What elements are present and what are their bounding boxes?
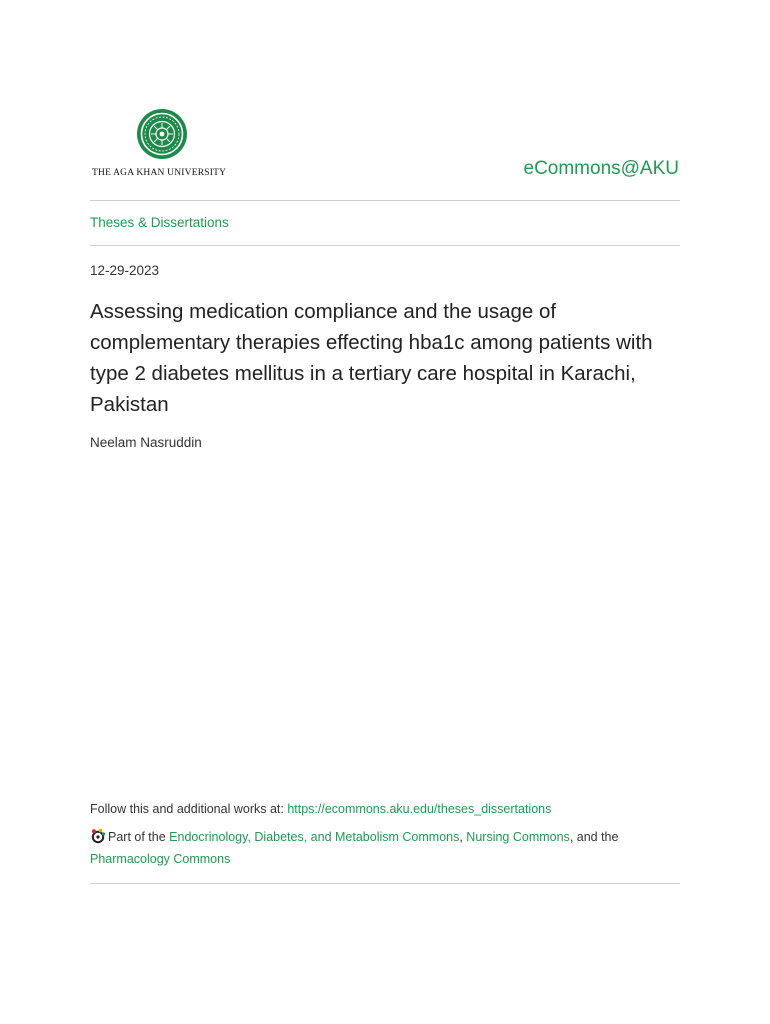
- collection-url-link[interactable]: https://ecommons.aku.edu/theses_dissertations: [287, 802, 552, 816]
- part-of-line: [90, 826, 680, 870]
- commons-link-endocrinology[interactable]: Endocrinology, Diabetes, and Metabolism Commons: [169, 830, 460, 844]
- divider: [90, 883, 680, 884]
- commons-link-pharmacology[interactable]: Pharmacology Commons: [90, 852, 231, 866]
- collection-link[interactable]: Theses & Dissertations: [90, 215, 229, 230]
- document-title: Assessing medication compliance and the usage of complementary therapies effecting hba1c among patients with type 2 diabetes mellitus in a tertiary care hospital in Karachi, Pakistan: [90, 300, 653, 416]
- publication-date: 12-29-2023: [90, 263, 160, 278]
- part-of-prefix: Part of the: [108, 830, 170, 844]
- open-access-network-icon: [90, 828, 106, 844]
- separator: ,: [459, 830, 467, 844]
- repository-link[interactable]: eCommons@AKU: [523, 158, 679, 179]
- university-logo: [92, 108, 232, 160]
- follow-line: [90, 802, 551, 816]
- and-the-text: , and the: [569, 830, 619, 844]
- university-name: THE AGA KHAN UNIVERSITY: [92, 168, 227, 178]
- follow-text: Follow this and additional works at:: [90, 802, 288, 816]
- divider: [90, 245, 680, 246]
- university-seal-icon: [136, 108, 188, 160]
- commons-link-nursing[interactable]: Nursing Commons: [466, 830, 570, 844]
- author-name: Neelam Nasruddin: [90, 435, 202, 450]
- divider: [90, 200, 680, 201]
